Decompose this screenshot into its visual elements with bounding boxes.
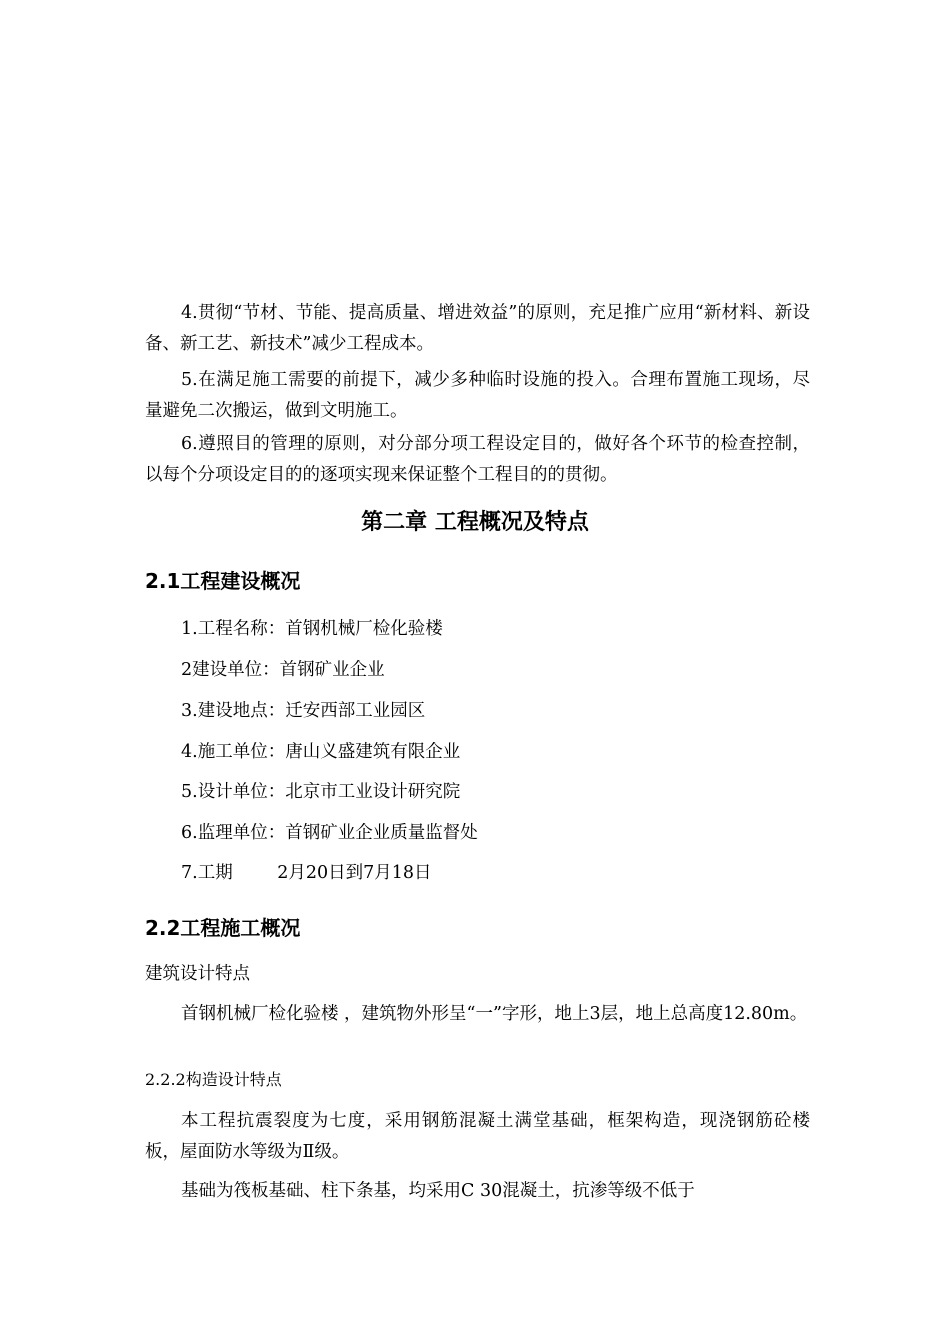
principle-paragraph-4: 4.贯彻“节材、节能、提高质量、增进效益”的原则，充足推广应用“新材料、新设备、新工艺、新技术”减少工程成本。 xyxy=(145,303,810,354)
list-item-designer: 5.设计单位：北京市工业设计研究院 xyxy=(181,782,461,802)
list-item-supervisor: 6.监理单位：首钢矿业企业质量监督处 xyxy=(181,823,478,843)
subhead-structure-design: 2.2.2构造设计特点 xyxy=(145,1070,282,1089)
list-item-location: 3.建设地点：迁安西部工业园区 xyxy=(181,701,426,721)
section-title-2-1: 2.1工程建设概况 xyxy=(145,569,301,593)
principle-paragraph-5: 5.在满足施工需要的前提下，减少多种临时设施的投入。合理布置施工现场，尽量避免二次搬运，做到文明施工。 xyxy=(145,370,810,421)
list-item-owner: 2建设单位：首钢矿业企业 xyxy=(181,660,385,680)
subhead-building-design: 建筑设计特点 xyxy=(145,964,250,984)
chapter-title: 第二章 工程概况及特点 xyxy=(361,510,589,535)
section-title-2-2: 2.2工程施工概况 xyxy=(145,916,301,940)
structure-paragraph: 本工程抗震裂度为七度，采用钢筋混凝土满堂基础，框架构造，现浇钢筋砼楼板，屋面防水等级为Ⅱ级。 xyxy=(145,1111,810,1162)
foundation-paragraph: 基础为筏板基础、柱下条基，均采用C 30混凝土，抗渗等级不低于 xyxy=(181,1181,695,1201)
list-item-project-name: 1.工程名称：首钢机械厂检化验楼 xyxy=(181,619,443,639)
principle-paragraph-6: 6.遵照目的管理的原则，对分部分项工程设定目的，做好各个环节的检查控制，以每个分项设定目的的逐项实现来保证整个工程目的的贯彻。 xyxy=(145,434,810,485)
design-paragraph: 首钢机械厂检化验楼 ，建筑物外形呈“一”字形，地上3层，地上总高度12.80m。 xyxy=(181,1004,808,1024)
list-item-schedule: 7.工期 2月20日到7月18日 xyxy=(181,863,432,883)
list-item-contractor: 4.施工单位：唐山义盛建筑有限企业 xyxy=(181,742,461,762)
